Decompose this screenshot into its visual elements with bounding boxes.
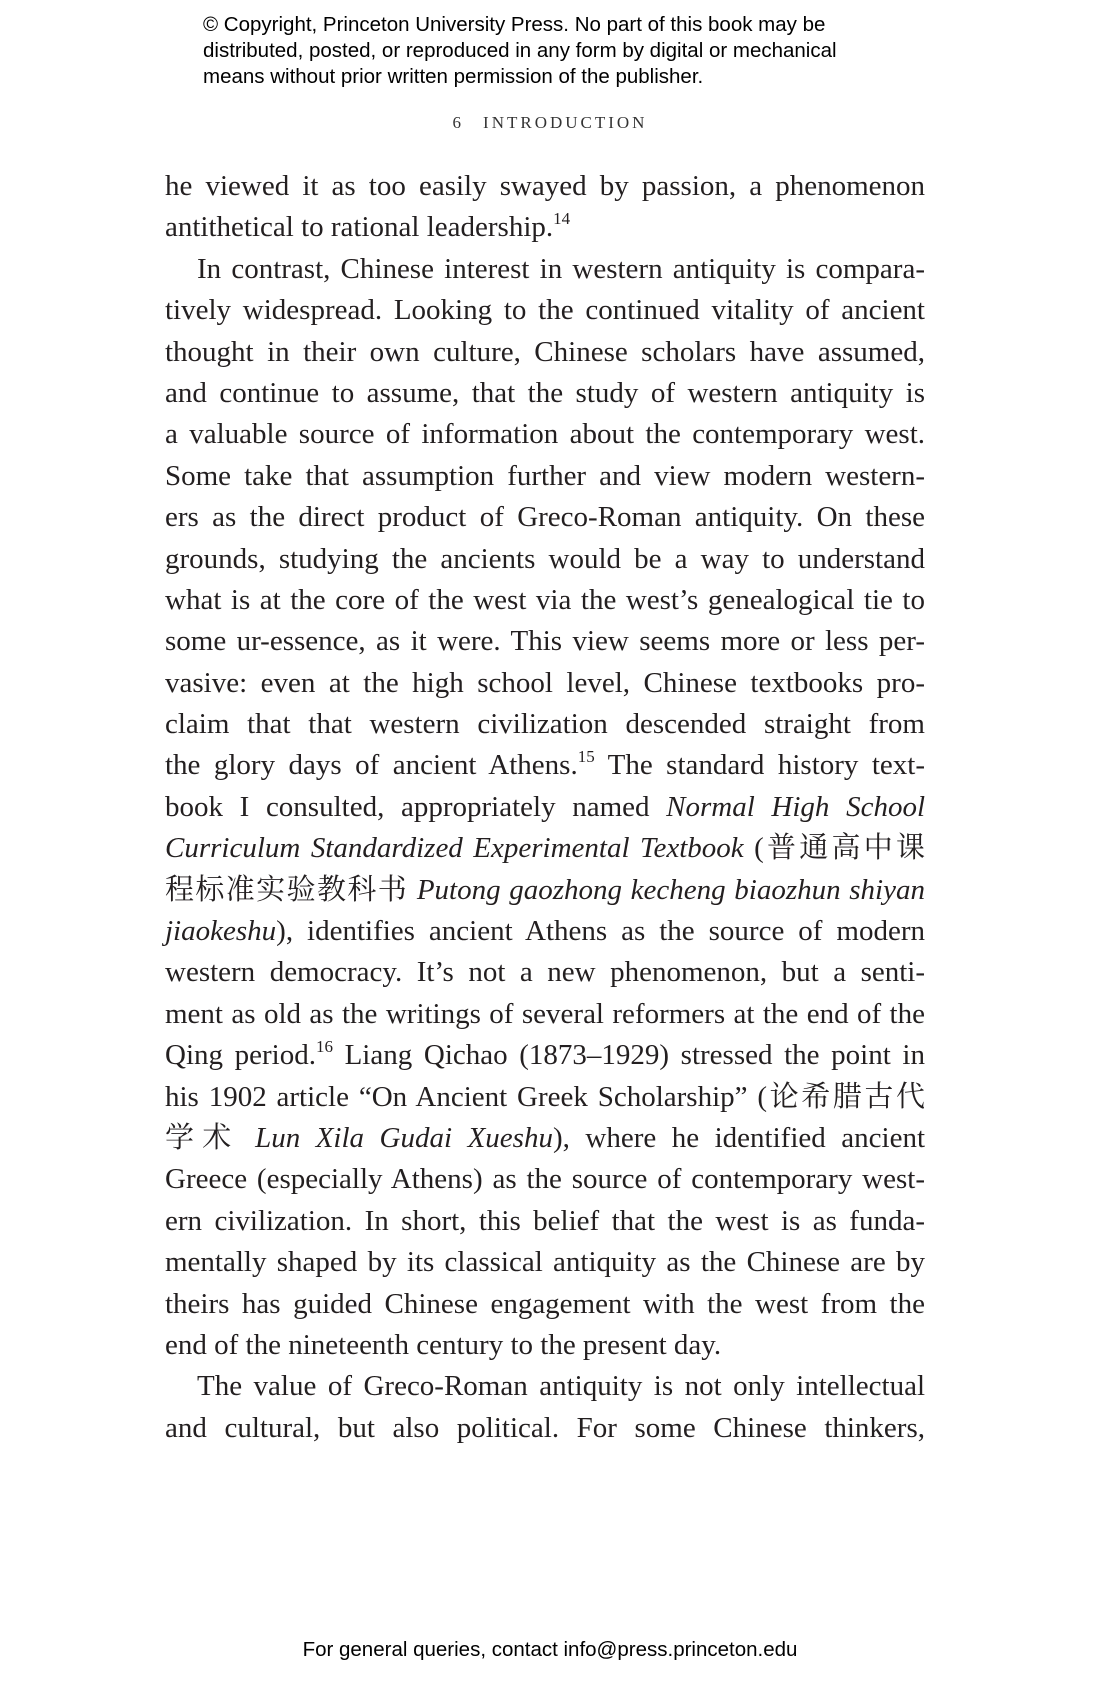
text-run: grounds, studying the ancients would be a way to understand	[165, 542, 925, 575]
text-line	[165, 994, 925, 1035]
text-run: Some take that assumption further and view modern western-	[165, 459, 925, 492]
text-run: a valuable source of information about the contemporary west.	[165, 418, 925, 451]
text-line	[165, 1077, 925, 1118]
italic-title: jiaokeshu	[165, 915, 277, 948]
text-run: The standard history text-	[594, 749, 925, 782]
running-head	[0, 113, 1100, 133]
text-line	[165, 290, 925, 331]
text-line	[165, 539, 925, 580]
copyright-notice	[203, 12, 923, 90]
footer-contact: For general queries, contact info@press.princeton.edu	[302, 1638, 798, 1661]
text-line	[165, 373, 925, 414]
text-line	[165, 1325, 925, 1366]
text-run: western democracy. It’s not a new phenomenon, but a senti-	[165, 956, 925, 989]
text-run: 学术	[165, 1121, 256, 1154]
text-line	[165, 456, 925, 497]
text-run: claim that that western civilization descended straight from	[165, 708, 925, 741]
text-line	[165, 1284, 925, 1325]
text-run: Liang Qichao (1873–1929) stressed the point in	[332, 1039, 925, 1072]
text-run: tively widespread. Looking to the continued vitality of ancient	[165, 294, 925, 327]
text-line	[165, 332, 925, 373]
text-line	[165, 497, 925, 538]
text-line	[165, 1201, 925, 1242]
text-run: thought in their own culture, Chinese scholars have assumed,	[165, 335, 925, 368]
copyright-line: © Copyright, Princeton University Press. No part of this book may be	[203, 13, 826, 36]
footnote-marker: 15	[577, 747, 595, 767]
italic-title: Normal High School	[666, 790, 925, 823]
text-run: 程标准实验教科书	[165, 873, 417, 906]
text-line	[165, 663, 925, 704]
text-run: and cultural, but also political. For some Chinese thinkers,	[165, 1411, 925, 1444]
text-run: ment as old as the writings of several reformers at the end of the	[165, 997, 925, 1030]
text-line	[165, 249, 925, 290]
text-run: theirs has guided Chinese engagement with the west from the	[165, 1287, 925, 1320]
text-line	[165, 704, 925, 745]
italic-title: Putong gaozhong kecheng biaozhun shiyan	[416, 873, 925, 906]
text-line	[165, 828, 925, 869]
text-line	[165, 952, 925, 993]
text-run: ), where he identified ancient	[552, 1121, 925, 1154]
text-run: Greece (especially Athens) as the source of contemporary west-	[165, 1163, 925, 1196]
text-line	[165, 414, 925, 455]
italic-title: Lun Xila Gudai Xueshu	[255, 1121, 553, 1154]
copyright-line: means without prior written permission of the publisher.	[203, 65, 704, 88]
italic-title: Curriculum Standardized Experimental Textbook	[165, 832, 744, 865]
text-run: mentally shaped by its classical antiquity as the Chinese are by	[165, 1246, 925, 1279]
text-run: vasive: even at the high school level, Chinese textbooks pro-	[165, 666, 925, 699]
text-line	[165, 1366, 925, 1407]
text-line	[165, 870, 925, 911]
text-run: ers as the direct product of Greco-Roman antiquity. On these	[165, 501, 925, 534]
text-run: In contrast, Chinese interest in western antiquity is compara-	[197, 252, 925, 285]
text-line	[165, 1159, 925, 1200]
text-line	[165, 787, 925, 828]
text-run: ern civilization. In short, this belief that the west is as funda-	[165, 1204, 925, 1237]
page-number: 6	[452, 113, 462, 132]
copyright-line: distributed, posted, or reproduced in any form by digital or mechanical	[203, 39, 837, 62]
text-run: The value of Greco-Roman antiquity is not only intellectual	[197, 1370, 925, 1403]
text-line	[165, 621, 925, 662]
footnote-marker: 16	[315, 1037, 333, 1057]
footnote-marker: 14	[553, 209, 571, 229]
text-line	[165, 1035, 925, 1076]
text-run: end of the nineteenth century to the present day.	[165, 1328, 722, 1361]
text-run: ), identifies ancient Athens as the source of modern	[276, 915, 925, 948]
text-run: Qing period.	[165, 1039, 316, 1072]
text-run: and continue to assume, that the study of western antiquity is	[165, 376, 925, 409]
text-line	[165, 207, 925, 248]
text-line	[165, 166, 925, 207]
text-line	[165, 745, 925, 786]
body-text	[165, 166, 925, 1449]
text-line	[165, 1242, 925, 1283]
text-run: what is at the core of the west via the west’s genealogical tie to	[165, 583, 925, 616]
text-run: (普通高中课	[743, 832, 925, 865]
text-run: antithetical to rational leadership.	[165, 211, 554, 244]
text-run: the glory days of ancient Athens.	[165, 749, 578, 782]
text-line	[165, 911, 925, 952]
text-line	[165, 580, 925, 621]
text-line	[165, 1408, 925, 1449]
text-run: his 1902 article “On Ancient Greek Scholarship” (论希腊古代	[165, 1080, 925, 1113]
chapter-title: INTRODUCTION	[483, 113, 648, 132]
text-run: some ur-essence, as it were. This view seems more or less per-	[165, 625, 925, 658]
text-run: book I consulted, appropriately named	[165, 790, 667, 823]
text-line	[165, 1118, 925, 1159]
text-run: he viewed it as too easily swayed by passion, a phenomenon	[165, 170, 925, 202]
